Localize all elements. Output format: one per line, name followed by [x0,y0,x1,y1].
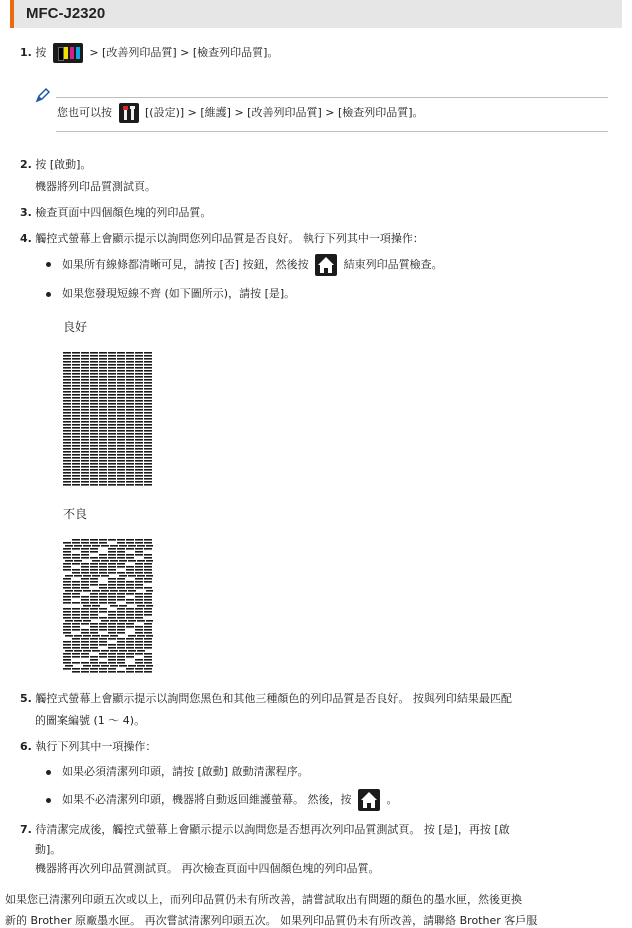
bullet-dot [46,798,51,803]
step-5-line-2: 的圖案編號 (1 ～ 4)。 [35,714,146,727]
step-5 [20,690,512,706]
bullet-1-pre: 如果所有線條都清晰可見，請按 [否] 按鈕，然後按 [62,258,309,271]
step-4-bullet-1 [62,254,443,276]
step-7-line-2: 動]。 [35,843,62,856]
step-3-number: 3. [20,206,32,219]
note-prefix: 您也可以按 [57,106,112,119]
home-icon [358,789,380,811]
step-1-number: 1. [20,46,32,59]
step-7-line-1: 待清潔完成後，觸控式螢幕上會顯示提示以詢問您是否想再次列印品質測試頁。 按 [是]，再按 [啟 [35,823,510,836]
step-7 [20,821,510,837]
step-4-text: 觸控式螢幕上會顯示提示以詢問您列印品質是否良好。 執行下列其中一項操作： [35,232,424,245]
note-text [57,103,424,123]
step-6-bullet-2 [62,789,398,811]
step-4 [20,230,424,246]
bullet-2-post: 。 [386,793,398,806]
bullet-dot [46,770,51,775]
home-icon [315,254,337,276]
good-label: 良好 [63,320,88,334]
bad-label: 不良 [63,507,88,521]
bad-print-pattern [63,539,153,675]
bullet-dot [46,262,51,267]
step-2 [20,156,91,172]
step-6-number: 6. [20,740,32,753]
step-4-number: 4. [20,232,32,245]
bullet-2-pre: 如果不必清潔列印頭，機器將自動返回維護螢幕。 然後，按 [62,793,352,806]
note-bottom-divider [56,131,608,132]
footer-line-1: 如果您已清潔列印頭五次或以上，而列印品質仍未有所改善，請嘗試取出有問題的顏色的墨水匣，然後更換 [5,893,522,906]
note-path: [(設定)] > [維護] > [改善列印品質] > [檢查列印品質]。 [145,106,424,119]
page-header [10,0,622,28]
step-1-press: 按 [35,46,47,59]
step-1-text: > [改善列印品質] > [檢查列印品質]。 [89,46,279,59]
note-top-divider [56,97,608,98]
step-2-text: 按 [啟動]。 [35,158,92,171]
model-title: MFC-J2320 [26,5,106,22]
good-print-pattern [63,352,153,488]
step-6-text: 執行下列其中一項操作： [35,740,157,753]
step-2-sub: 機器將列印品質測試頁。 [35,180,156,193]
step-5-number: 5. [20,692,32,705]
step-6-bullet-1: 如果必須清潔列印頭，請按 [啟動] 啟動清潔程序。 [62,765,309,778]
bullet-1-post: 結束列印品質檢查。 [343,258,443,271]
step-3 [20,204,211,220]
bullet-dot [46,292,51,297]
step-7-number: 7. [20,823,32,836]
step-5-line-1: 觸控式螢幕上會顯示提示以詢問您黑色和其他三種顏色的列印品質是否良好。 按與列印結果最匹配 [35,692,512,705]
step-2-number: 2. [20,158,32,171]
pencil-icon [35,87,51,106]
step-1 [20,43,278,63]
ink-cartridge-icon [53,43,83,63]
step-4-bullet-2: 如果您發現短線不齊 (如下圖所示)，請按 [是]。 [62,287,296,300]
step-6 [20,738,156,754]
settings-tools-icon [119,103,139,123]
step-3-text: 檢查頁面中四個顏色塊的列印品質。 [35,206,212,219]
footer-line-2: 新的 Brother 原廠墨水匣。 再次嘗試清潔列印頭五次。 如果列印品質仍未有所改善，請聯絡 Brother 客戶服 [5,914,538,927]
step-7-sub: 機器將再次列印品質測試頁。 再次檢查頁面中四個顏色塊的列印品質。 [35,862,380,875]
